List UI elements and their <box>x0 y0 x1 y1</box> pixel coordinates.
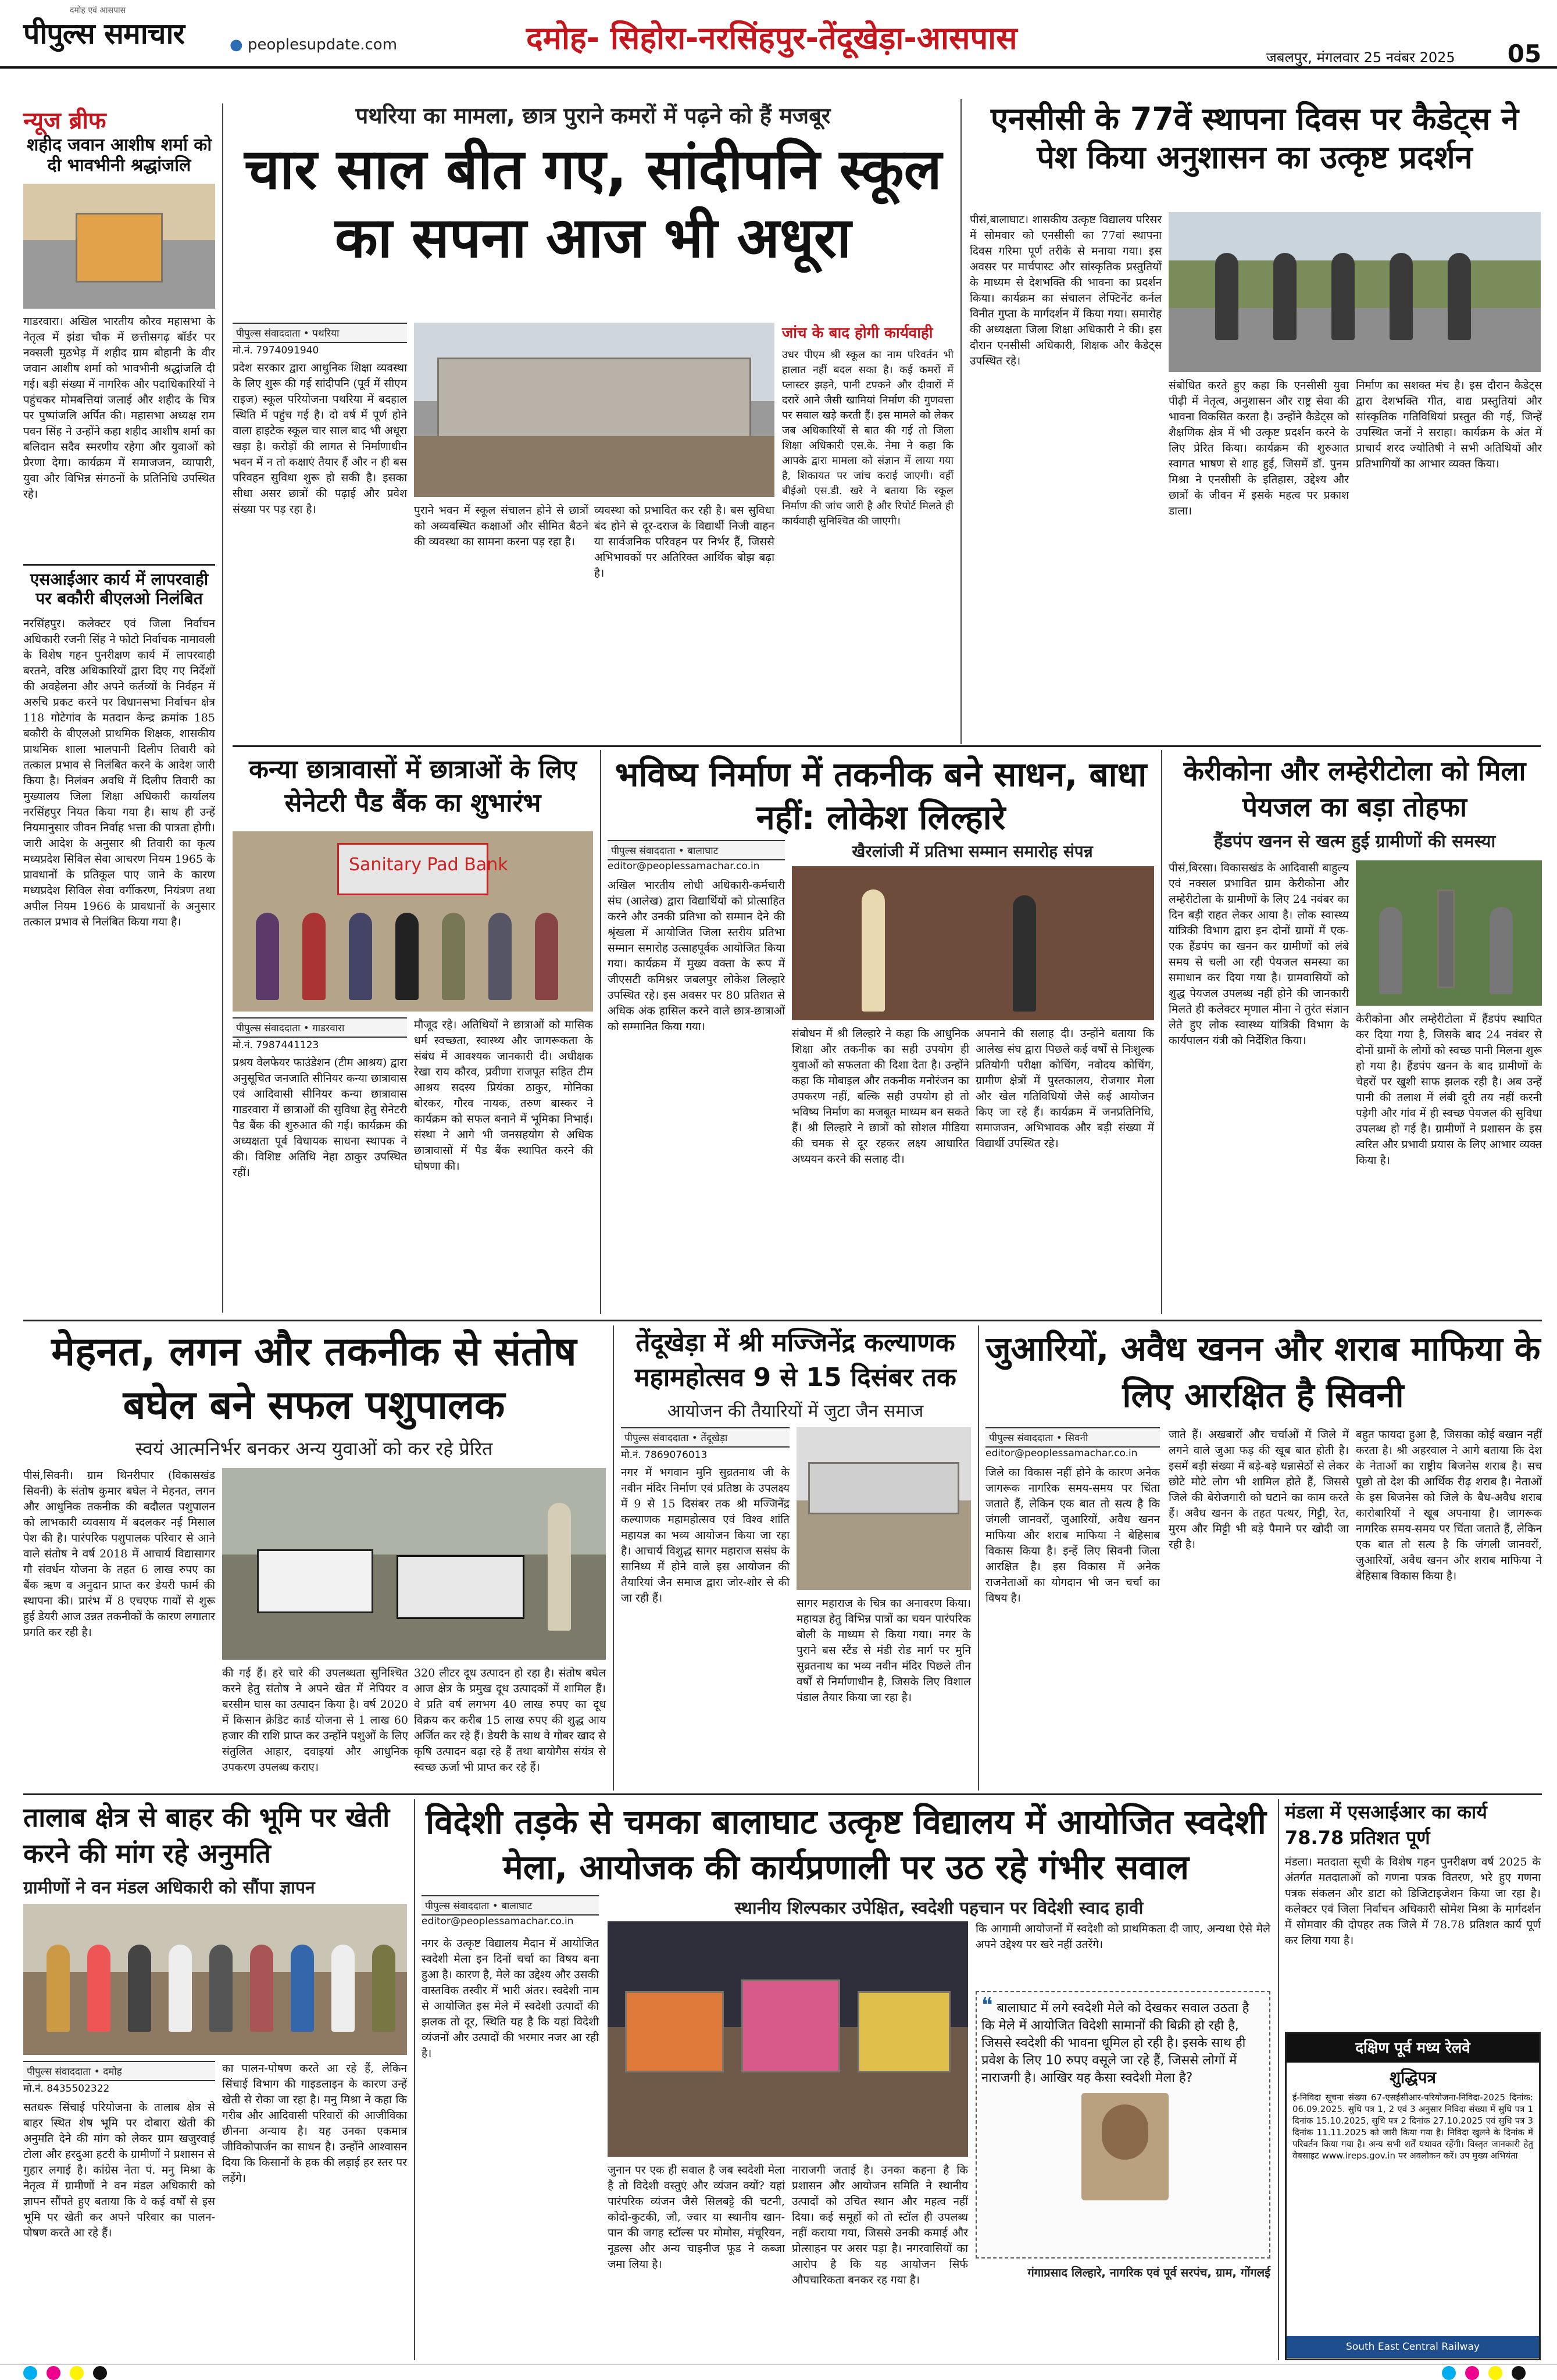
lilhare-col2: संबोधन में श्री लिल्हारे ने कहा कि आधुनिक शिक्षा और तकनीक का सही उपयोग ही युवाओं को सफलता की दिशा देता है। उन्होंने कहा कि मोबाइल और तकनीक मनोरंजन का उपकरण नहीं, बल्कि सही उपयोग हो तो भविष्य निर्माण का मजबूत माध्यम बन सकते हैं। श्री लिल्हारे ने छात्रों को सोशल मीडिया की चमक से दूर रहकर लक्ष्य आधारित अध्ययन करने की सलाह दी। <box>792 1027 973 1166</box>
seoni-col3: बहुत फायदा हुआ है, जिसका कोई बखान नहीं करता है। श्री अहरवाल ने आगे बताया कि देश के नेताओं का राष्ट्रीय बिजनेस शराब है। सच पूछो तो देश की आर्थिक रीढ़ शराब है। नेताओं के इस बिजनेस को जिले के बैध-अवैध शराब कारोबारियों ने खूब अपनाया है। जागरूक नागरिक समय-समय पर चिंता जताते हैं, लेकिन एक बात तो सत्य है कि जंगली जानवरों, जुआरियों, अवैध खनन और शराब माफिया ने बेहिसाब विकास किया है। <box>1356 1428 1546 1582</box>
divider <box>23 564 215 566</box>
jain-sub: आयोजन की तैयारियों में जुटा जैन समाज <box>667 1401 924 1421</box>
lilhare-col1: अखिल भारतीय लोधी अधिकारी-कर्मचारी संघ (आलेख) द्वारा विद्यार्थियों को प्रोत्साहित करने और उनकी प्रतिभा को सम्मान देने की श्रृंखला में आयोजित जिला स्तरीय प्रतिभा सम्मान समारोह उत्साहपूर्वक आयोजित किया गया। कार्यक्रम में मुख्य वक्ता के रूप में जीएसटी कमिश्नर जबलपुर लोकेश लिल्हारे उपस्थित रहे। इस अवसर पर 80 प्रतिशत से अधिक अंक हासिल करने वाले छात्र-छात्राओं को सम्मानित किया गया। <box>608 879 789 1033</box>
ncc-parade-photo <box>1169 212 1541 372</box>
section-title: दमोह- सिहोरा-नरसिंहपुर-तेंदूखेड़ा-आसपास <box>526 20 1017 56</box>
railway-ad-body: ई-निविदा सूचना संख्या 67-एसईसीआर-परियोजना-निविदा-2025 दिनांक: 06.09.2025. सुधि पत्र 1, 2 एवं 3 अनुसार निविदा संख्या में सुधि पत्र 1 दिनांक 15.10.2025, सुधि पत्र 2 दिनांक 27.10.2025 एवं सुधि पत्र 3 दिनांक 11.11.2025 को जारी किया गया है। निविदा खुलने के दिनांक में परिवर्तन किया गया है। अन्य सभी शर्तें यथावत रहेंगी। विस्तृत जानकारी हेतु वेबसाइट www.ireps.gov.in पर अवलोकन करें। उप मुख्य अभियंता <box>1292 2092 1533 2161</box>
talab-col2: का पालन-पोषण करते आ रहे हैं, लेकिन सिंचाई विभाग की गाइडलाइन के कारण उन्हें खेती से रोका जा रहा है। मनु मिश्रा ने कहा कि गरीब और आदिवासी परिवारों की आजीविका छीनना अन्याय है। यह उनका एकमात्र जीविकोपार्जन का साधन है। उन्होंने आश्वासन दिया कि किसानों के हक की लड़ाई हर स्तर पर लड़ेंगे। <box>222 2062 411 2185</box>
sandipani-col3: व्यवस्था को प्रभावित कर रही है। बस सुविधा बंद होने से दूर-दराज के विद्यार्थी निजी वाहन या सार्वजनिक परिवहन पर निर्भर हैं, जिससे अभिभावकों पर अतिरिक्त आर्थिक बोझ बढ़ा है। <box>594 504 779 580</box>
jain-col1: नगर में भगवान मुनि सुव्रतनाथ जी के नवीन मंदिर निर्माण एवं प्रतिष्ठा के उपलक्ष्य में 9 से 15 दिसंबर तक श्री मज्जिनेंद्र कल्याणक महामहोत्सव एवं विश्व शांति महायज्ञ का भव्य आयोजन किया जा रहा है। आचार्य विशुद्ध सागर महाराज ससंघ के सानिध्य में होने वाले इस आयोजन की तैयारियां जैन समाज द्वारा जोर-शोर से की जा रही हैं। <box>621 1466 794 1604</box>
mela-col1: नगर के उत्कृष्ट विद्यालय मैदान में आयोजित स्वदेशी मेला इन दिनों चर्चा का विषय बना हुआ है। कारण है, मेले का उद्देश्य और उसकी वास्तविक तस्वीर में भारी अंतर। स्वदेशी नाम से आयोजित इस मेले में स्वदेशी उत्पादों की झलक तो दूर, स्थिति यह है कि यहां विदेशी व्यंजनों और उत्पादों की भरमार नजर आ रही है। <box>422 1937 603 2060</box>
sandipani-col2: पुराने भवन में स्कूल संचालन होने से छात्रों को अव्यवस्थित कक्षाओं और सीमित बैठने की व्यवस्था का सामना करना पड़ रहा है। <box>414 504 592 548</box>
black-mark-icon <box>1512 2366 1526 2380</box>
ncc-col2: संबोधित करते हुए कहा कि एनसीसी युवा पीढ़ी में नेतृत्व, अनुशासन और राष्ट्र सेवा की भावना विकसित करता है। उन्होंने कैडेट्स को शैक्षणिक क्षेत्र में भी उत्कृष्ट प्रदर्शन करने के लिए प्रेरित किया। कार्यक्रम की शुरुआत स्वागत भाषण से शाह हुई, जिसमें डॉ. पुनम मिश्रा ने एनसीसी के इतिहास, उद्देश्य और छात्रों के जीवन में इसके महत्व पर प्रकाश डाला। <box>1169 379 1353 517</box>
jain-col2: सागर महाराज के चित्र का अनावरण किया। महायज्ञ हेतु विभिन्न पात्रों का चयन पारंपरिक बोली के माध्यम से किया गया। नगर के पुराने बस स्टैंड से मंडी रोड मार्ग पर मुनि सुव्रतनाथ का भव्य नवीन मंदिर पिछले तीन वर्षों से निर्माणाधीन है, जिसके लिए विशाल पंडाल तैयार किया जा रहा है। <box>797 1597 975 1704</box>
print-registration-bar <box>0 2364 1557 2380</box>
brief1-photo <box>23 184 215 309</box>
sanitary-banner: Sanitary Pad Bank <box>349 855 508 875</box>
talab-col1: सतधरू सिंचाई परियोजना के तालाब क्षेत्र से बाहर स्थित शेष भूमि पर दोबारा खेती की अनुमति देने की मांग को लेकर ग्राम खजुरवाई टोला और हरदुआ हटरी के ग्रामीणों ने प्रशासन से गुहार लगाई है। कांग्रेस नेता पं. मनु मिश्रा के नेतृत्व में ग्रामीणों ने वन मंडल अधिकारी को ज्ञापन सौंपते हुए बताया कि वे कई वर्षों से इस भूमि पर खेती कर अपने परिवार का पालन-पोषण करते आ रहे हैं। <box>23 2101 219 2239</box>
cyan-mark-icon <box>23 2366 37 2380</box>
school-building-photo <box>414 323 774 497</box>
mela-fair-photo <box>608 1921 968 2157</box>
mela-col2: जुनान पर एक ही सवाल है जब स्वदेशी मेला है तो विदेशी वस्तुएं और व्यंजन क्यों? यहां पारंपरिक व्यंजन जैसे सिलबट्टे की चटनी, कोदो-कुटकी, जौ, ज्वार या स्थानीय खान-पान की जगह स्टॉल्स पर मोमोस, मंचूरियन, नूडल्स और अन्य चाइनीज फूड ने कब्जा जमा लिया है। <box>608 2164 789 2271</box>
sandipani-headline: चार साल बीत गए, सांदीपनि स्कूल का सपना आज भी अधूरा <box>244 137 942 270</box>
baghel-headline: मेहनत, लगन और तकनीक से संतोष बघेल बने सफल पशुपालक <box>51 1329 577 1428</box>
mela-col3: नाराजगी जताई है। उनका कहना है कि प्रशासन और आयोजन समिति ने स्थानीय उत्पादों को उचित स्थान और महत्व नहीं दिया। कई समूहों को तो स्टॉल ही उपलब्ध नहीं कराया गया, जिससे उनकी कमाई और प्रोत्साहन पर असर पड़ा है। नगरवासियों का आरोप है कि यह आयोजन सिर्फ औपचारिकता बनकर रह गया है। <box>792 2164 972 2286</box>
baghel-sub: स्वयं आत्मनिर्भर बनकर अन्य युवाओं को कर रहे प्रेरित <box>135 1438 493 1460</box>
column-rule <box>414 1799 415 2360</box>
railway-ad-footer: South East Central Railway <box>1287 2336 1539 2358</box>
mela-quote: बालाघाट में लगे स्वदेशी मेले को देखकर सवाल उठता है कि मेले में आयोजित विदेशी सामानों की बिक्री हो रही है, जिससे स्वदेशी की भावना धूमिल हो रही है। इसके साथ ही प्रवेश के लिए 10 रुपए वसूले जा रहे हैं, जिससे लोगों में नाराजगी है। आखिर यह कैसा स्वदेशी मेला है? <box>981 2001 1249 2085</box>
logo-tagline: दमोह एवं आसपास <box>70 6 126 15</box>
yellow-mark-icon <box>70 2366 84 2380</box>
cattle-photo <box>222 1468 606 1660</box>
website-text: peoplesupdate.com <box>247 36 398 53</box>
ncc-headline: एनसीसी के 77वें स्थापना दिवस पर कैडेट्स ने पेश किया अनुशासन का उत्कृष्ट प्रदर्शन <box>990 101 1519 176</box>
column-rule <box>1161 750 1162 1314</box>
baghel-col1: पीसं,सिवनी। ग्राम थिनरीपार (विकासखंड सिवनी) के संतोष कुमार बघेल ने मेहनत, लगन और आधुनिक तकनीक की बदौलत पशुपालन को लाभकारी व्यवसाय में बदलकर नई मिसाल पेश की है। पारंपरिक पशुपालक परिवार से आने वाले संतोष ने वर्ष 2018 में आचार्य विद्यासागर गौ संवर्धन योजना के तहत 6 लाख रुपए का बैंक ऋण व अनुदान प्राप्त कर डेयरी फार्म की स्थापना की। प्रारंभ में 8 एचएफ गायों से शुरू हुई डेयरी आज उन्नत तकनीकों के कारण लगातार प्रगति कर रही है। <box>23 1469 219 1639</box>
lilhare-byline: पीपुल्स संवाददाता • बालाघाट <box>608 840 785 860</box>
website-link[interactable] <box>230 36 397 53</box>
dateline: जबलपुर, मंगलवार 25 नवंबर 2025 <box>1266 49 1455 66</box>
cyan-mark-icon <box>1442 2366 1456 2380</box>
yellow-mark-icon <box>1488 2366 1502 2380</box>
seoni-byline: पीपुल्स संवाददाता • सिवनी <box>985 1427 1160 1448</box>
globe-icon: ● <box>230 36 248 53</box>
talab-headline: तालाब क्षेत्र से बाहर की भूमि पर खेती करने की मांग रहे अनुमति <box>23 1802 390 1869</box>
railway-notice-ad <box>1285 2032 1541 2360</box>
sanitary-col1: प्रश्रय वेलफेयर फाउंडेशन (टीम आश्रय) द्वारा अनुसूचित जनजाति सीनियर कन्या छात्रावास एवं आदिवासी सीनियर कन्या छात्रावास गाडरवारा में छात्राओं की सुविधा हेतु सेनेटरी पैड बैंक की शुरुआत की गई। कार्यक्रम की अध्यक्षता पूर्व विधायक साधना स्थापक ने की। विशिष्ट अतिथि नेहा ठाकुर उपस्थित रहीं। <box>233 1056 411 1179</box>
mela-quote-name: गंगाप्रसाद लिल्हारे, नागरिक एवं पूर्व सरपंच, ग्राम, गोंगलई <box>1027 2265 1270 2279</box>
mela-byline: पीपुल्स संवाददाता • बालाघाट <box>422 1895 599 1916</box>
water-col2: केरीकोना और लम्हेरीटोला में हैंडपंप स्थापित कर दिया गया है, जिसके बाद 24 नवंबर से दोनों ग्रामों के लोगों को स्वच्छ पानी मिलना शुरू हो गया है। हैंडपंप खनन के बाद ग्रामीणों के चेहरों पर खुशी साफ झलक रही है। अब उन्हें पानी की तलाश में लंबी दूरी तय नहीं करनी पड़ेगी और गांव में ही स्वच्छ पेयजल की सुविधा उपलब्ध हो गई है। ग्रामीणों ने प्रशासन के इस त्वरित और प्रभावी प्रयास के लिए आभार व्यक्त किया है। <box>1356 1013 1546 1167</box>
sandipani-box-title: जांच के बाद होगी कार्यवाही <box>782 324 933 342</box>
magenta-mark-icon <box>1465 2366 1479 2380</box>
quote-icon: ❝ <box>981 1993 993 2017</box>
jain-headline: तेंदूखेड़ा में श्री मज्जिनेंद्र कल्याणक महामहोत्सव 9 से 15 दिसंबर तक <box>634 1328 956 1392</box>
column-rule <box>960 99 962 744</box>
sir-text: मंडला। मतदाता सूची के विशेष गहन पुनरीक्षण वर्ष 2025 के अंतर्गत मतदाताओं को गणना पत्रक वितरण, भरे हुए गणना पत्रक संकलन और डाटा को डिजिटाइजेशन किया जा रहा है। कलेक्टर एवं जिला निर्वाचन अधिकारी सोमेश मिश्रा के मार्गदर्शन में सोमवार की दोपहर तक जिले में 78.78 प्रतिशत कार्य पूर्ण कर लिया गया है। <box>1285 1856 1545 1947</box>
talab-sub: ग्रामीणों ने वन मंडल अधिकारी को सौंपा ज्ञापन <box>23 1878 315 1898</box>
mela-headline: विदेशी तड़के से चमका बालाघाट उत्कृष्ट विद्यालय में आयोजित स्वदेशी मेला, आयोजक की कार्यप्रणाली पर उठ रहे गंभीर सवाल <box>426 1802 1266 1887</box>
talab-group-photo <box>23 1904 407 2055</box>
column-rule <box>978 1325 979 1791</box>
water-col1: पीसं,बिरसा। विकासखंड के आदिवासी बाहुल्य एवं नक्सल प्रभावित ग्राम केरीकोना और लम्हेरीटोला के ग्रामीणों के लिए 24 नवंबर का दिन बड़ी राहत लेकर आया है। लोक स्वास्थ्य यांत्रिकी विभाग द्वारा इन दोनों ग्रामों में एक-एक हैंडपंप का खनन कर ग्रामीणों को लंबे समय से चली आ रही पेयजल समस्या का समाधान कर दिया गया है। ग्रामवासियों को शुद्ध पेयजल उपलब्ध नहीं होने की जानकारी मिलते ही कलेक्टर मृणाल मीना ने तुरंत संज्ञान लेते हुए लोक स्वास्थ्य यांत्रिकी विभाग के कार्यपालन यंत्री को निर्देशित किया। <box>1169 862 1353 1047</box>
brief1-text: गाडरवारा। अखिल भारतीय कौरव महासभा के नेतृत्व में झंडा चौक में छत्तीसगढ़ बॉर्डर पर नक्सली मुठभेड़ में शहीद ग्राम बोहानी के वीर जवान आशीष शर्मा को भावभीनी श्रद्धांजलि दी गई। बड़ी संख्या में नागरिक और पदाधिकारियों ने पहुंचकर मोमबत्तियां जलाई और शहीद के चित्र पर पुष्पांजलि अर्पित की। महासभा अध्यक्ष राम पवन सिंह ने उन्होंने कहा शहीद आशीष शर्मा का बलिदान सदैव स्मरणीय रहेगा और युवाओं को प्रेरणा देगा। कार्यक्रम में समाजजन, व्यापारी, युवा और विभिन्न संगठनों के प्रतिनिधि उपस्थित रहे। <box>23 315 219 501</box>
mela-email: editor@peoplessamachar.co.in <box>422 1916 574 1927</box>
sandipani-box-text: उधर पीएम श्री स्कूल का नाम परिवर्तन भी हालात नहीं बदल सका है। कई कमरों में प्लास्टर झड़ने, पानी टपकने और दीवारों में दरारें आने जैसी खामियां निर्माण की गुणवत्ता पर सवाल खड़े करती हैं। इस मामले को लेकर जब अधिकारियों से बात की गई तो जिला शिक्षा अधिकारी एस.के. नेमा ने कहा कि आपके द्वारा मामला को संज्ञान में लाया गया है, शिकायत पर जांच कराई जाएगी। वहीं बीईओ एस.डी. खरे ने बताया कि स्कूल निर्माण की जांच जारी है और रिपोर्ट मिलते ही कार्यवाही सुनिश्चित की जाएगी। <box>782 349 957 527</box>
seoni-headline: जुआरियों, अवैध खनन और शराब माफिया के लिए आरक्षित है सिवनी <box>985 1329 1541 1415</box>
ncc-col1: पीसं,बालाघाट। शासकीय उत्कृष्ट विद्यालय परिसर में सोमवार को एनसीसी का 77वां स्थापना दिवस गरिमा पूर्ण तरीके से मनाया गया। इस अवसर पर मार्चपास्ट और सांस्कृतिक प्रस्तुतियों के माध्यम से देशभक्ति की भावना का प्रदर्शन किया। कार्यक्रम का संचालन लेफ्टिनेंट कर्नल विनीत गुप्ता के मार्गदर्शन में किया गया। समारोह की अध्यक्षता जिला शिक्षा अधिकारी ने की। इस दौरान एनसीसी अधिकारी, शिक्षक और कैडेट्स उपस्थित रहे। <box>970 213 1166 367</box>
water-sub: हैंडपंप खनन से खत्म हुई ग्रामीणों की समस्या <box>1213 831 1496 852</box>
black-mark-icon <box>93 2366 107 2380</box>
water-headline: केरीकोना और लम्हेरीटोला को मिला पेयजल का बड़ा तोहफा <box>1183 755 1526 823</box>
railway-ad-title: दक्षिण पूर्व मध्य रेलवे <box>1287 2034 1539 2063</box>
lilhare-sub: खैरलांजी में प्रतिभा सम्मान समारोह संपन्न <box>852 842 1093 861</box>
ncc-col3: निर्माण का सशक्त मंच है। इस दौरान कैडेट्स द्वारा देशभक्ति गीत, वाद्य प्रस्तुतियां और सांस्कृतिक गतिविधियां प्रस्तुत की गई, जिन्हें उपस्थित जनों ने सराहा। कार्यक्रम के अंत में प्राचार्य शरद ज्योतिषी ने सभी अतिथियों और प्रतिभागियों का आभार व्यक्त किया। <box>1356 379 1546 470</box>
brief2-text: नरसिंहपुर। कलेक्टर एवं जिला निर्वाचन अधिकारी रजनी सिंह ने फोटो निर्वाचक नामावली के विशेष गहन पुनरीक्षण कार्य में लापरवाही बरतने, वरिष्ठ अधिकारियों द्वारा दिए गए निर्देशों की अवहेलना और अपने कर्तव्यों के निर्वहन में अरुचि प्रकट करने पर विधानसभा निर्वाचन क्षेत्र 118 गोटेगांव के मतदान केन्द्र क्रमांक 185 बकौरी के बीएलओ प्राथमिक शिक्षक, शासकीय प्राथमिक शाला भालपानी दिलीप तिवारी को तत्काल प्रभाव से निलंबित करने के आदेश जारी किया है। निलंबन अवधि में दिलीप तिवारी का मुख्यालय जिला शिक्षा अधिकारी कार्यालय नरसिंहपुर नियत किया गया है। साथ ही उन्हें नियमानुसार जीवन निर्वाह भत्ता की पात्रता होगी। जारी आदेश के अनुसार श्री तिवारी का कृत्य मध्यप्रदेश सिविल सेवा आचरण नियम 1965 के प्रावधानों के प्रतिकूल पाए जाने के कारण मध्यप्रदेश सिविल सेवा वर्गीकरण, नियंत्रण तथा अपील नियम 1966 के प्रावधानों के अनुसार तत्काल प्रभाव से निलंबित किया गया है। <box>23 617 219 928</box>
brief2-headline: एसआईआर कार्य में लापरवाही पर बकौरी बीएलओ निलंबित <box>30 570 209 609</box>
lilhare-email: editor@peoplessamachar.co.in <box>608 860 760 872</box>
sanitary-byline: पीपुल्स संवाददाता • गाडरवारा <box>233 1017 407 1038</box>
sanitary-group-photo <box>233 831 593 1012</box>
seoni-col1: जिले का विकास नहीं होने के कारण अनेक जागरूक नागरिक समय-समय पर चिंता जताते हैं, लेकिन एक बात तो सत्य है कि जंगली जानवरों, जुआरियों, अवैध खनन माफिया और शराब माफिया ने बेहिसाब विकास किया है। इन्हें लिए सिवनी जिला आरक्षित है। इस विकास में अनेक राजनेताओं का योगदान भी जन चर्चा का विषय है। <box>985 1466 1164 1604</box>
sandipani-col1: प्रदेश सरकार द्वारा आधुनिक शिक्षा व्यवस्था के लिए शुरू की गई सांदीपनि (पूर्व में सीएम राइज) स्कूल परियोजना पथरिया में बदहाल स्थिति में पहुंच गई है। दो वर्ष में पूर्ण होने वाला हाइटेक स्कूल चार साल बाद भी अधूरा खड़ा है। करोड़ों की लागत से निर्माणाधीन भवन में न तो कक्षाएं तैयार हैं और न ही बस परिवहन सुविधा शुरू हो सकी है। इसका सीधा असर छात्रों की पढ़ाई और प्रवेश संख्या पर पड़ रहा है। <box>233 362 411 516</box>
baghel-col2: की गई हैं। हरे चारे की उपलब्धता सुनिश्चित करने हेतु संतोष ने अपने खेत में नेपियर व बरसीम घास का उत्पादन किया है। वर्ष 2020 में किसान क्रेडिट कार्ड योजना से 1 लाख 60 हजार की राशि प्राप्त कर उन्होंने पशुओं के लिए संतुलित आहार, दवाइयां और आधुनिक उपकरण उपलब्ध कराए। <box>222 1667 412 1774</box>
column-rule <box>1278 1799 1279 2360</box>
page-number: 05 <box>1507 40 1542 68</box>
mela-col4: कि आगामी आयोजनों में स्वदेशी को प्राथमिकता दी जाए, अन्यथा ऐसे मेले अपने उद्देश्य पर खरे नहीं उतरेंगे। <box>976 1922 1274 1951</box>
column-rule <box>222 103 223 1313</box>
sanitary-phone: मो.नं. 7987441123 <box>233 1039 319 1051</box>
sir-headline: मंडला में एसआईआर का कार्य 78.78 प्रतिशत पूर्ण <box>1285 1801 1487 1849</box>
sandipani-kicker: पथरिया का मामला, छात्र पुराने कमरों में पढ़ने को हैं मजबूर <box>355 103 831 128</box>
column-rule <box>613 1325 614 1791</box>
news-brief-label: न्यूज ब्रीफ <box>23 108 106 134</box>
masthead <box>0 0 1557 69</box>
brief1-headline: शहीद जवान आशीष शर्मा को दी भावभीनी श्रद्धांजलि <box>26 135 212 176</box>
lilhare-col3: अपनाने की सलाह दी। उन्होंने बताया कि आलेख संघ द्वारा पिछले कई वर्षों से निःशुल्क प्रतियोगी परीक्षा कोचिंग, नवोदय कोचिंग, ग्रामीण क्षेत्रों में पुस्तकालय, रोजगार मेला और खेल गतिविधियों जैसे कई आयोजन किए जा रहे हैं। कार्यक्रम में जनप्रतिनिधि, समाजजन, अभिभावक और बड़ी संख्या में विद्यार्थी उपस्थित रहे। <box>976 1027 1158 1150</box>
divider <box>233 745 1541 747</box>
mela-sub: स्थानीय शिल्पकार उपेक्षित, स्वदेशी पहचान पर विदेशी स्वाद हावी <box>734 1898 1144 1918</box>
seoni-col2: जाते हैं। अखबारों और चर्चाओं में जिले में लगने वाले जुआ फड़ की खूब बात होती है। इसमें बड़ी संख्या में बड़े-बड़े धन्नासेठों से लेकर छोटे मोटे लोग भी शामिल होते हैं, जिससे जिले की बेरोजगारी को घटाने का काम करते हैं। अवैध खनन के तहत पत्थर, गिट्टी, रेत, मुरम और मिट्टी भी बड़े पैमाने पर खोदी जा रही है। <box>1169 1428 1353 1551</box>
lilhare-award-photo <box>792 866 1154 1020</box>
talab-phone: मो.नं. 8435502322 <box>23 2083 110 2095</box>
sandipani-byline: पीपुल्स संवाददाता • पथरिया <box>233 323 407 343</box>
newspaper-logo: पीपुल्स समाचार <box>23 17 184 51</box>
divider <box>23 1320 1542 1321</box>
railway-ad-subtitle: शुद्धिपत्र <box>1389 2068 1437 2087</box>
baghel-col3: 320 लीटर दूध उत्पादन हो रहा है। संतोष बघेल आज क्षेत्र के प्रमुख दूध उत्पादकों में शामिल हैं। वे प्रति वर्ष लगभग 40 लाख रुपए का दूध विक्रय कर करीब 15 लाख रुपए की शुद्ध आय अर्जित कर रहे हैं। डेयरी के साथ वे गोबर खाद से कृषि उत्पादन बढ़ा रहे हैं तथा बायोगैस संयंत्र से स्वच्छ ऊर्जा भी प्राप्त कर रहे हैं। <box>414 1667 610 1774</box>
column-rule <box>600 750 601 1314</box>
jain-phone: मो.नं. 7869076013 <box>621 1449 708 1461</box>
sandipani-phone: मो.नं. 7974091940 <box>233 345 319 356</box>
divider <box>23 1793 1542 1795</box>
seoni-email: editor@peoplessamachar.co.in <box>985 1448 1138 1459</box>
citizen-portrait <box>1081 2093 1169 2200</box>
magenta-mark-icon <box>47 2366 60 2380</box>
sanitary-headline: कन्या छात्रावासों में छात्राओं के लिए सेनेटरी पैड बैंक का शुभारंभ <box>249 755 577 818</box>
handpump-photo <box>1356 860 1542 1006</box>
sanitary-col2: मौजूद रहे। अतिथियों ने छात्राओं को मासिक धर्म स्वच्छता, स्वास्थ्य और जागरूकता के संबंध में आवश्यक जानकारी दी। अधीक्षक रेखा राय कौरव, प्रवीणा राजपूत सहित टीम आश्रय सदस्य प्रियंका ठाकुर, मोनिका बोरकर, गौरव नायक, तरुण बास्कर ने कार्यक्रम को सफल बनाने में भूमिका निभाई। संस्था ने आगे भी जनसहयोग से अधिक छात्रावासों में पैड बैंक स्थापित करने की घोषणा की। <box>414 1019 597 1173</box>
pandal-photo <box>797 1427 971 1590</box>
talab-byline: पीपुल्स संवाददाता • दमोह <box>23 2061 215 2081</box>
lilhare-headline: भविष्य निर्माण में तकनीक बने साधन, बाधा नहीं: लोकेश लिल्हारे <box>615 755 1147 837</box>
jain-byline: पीपुल्स संवाददाता • तेंदूखेड़ा <box>621 1427 790 1448</box>
